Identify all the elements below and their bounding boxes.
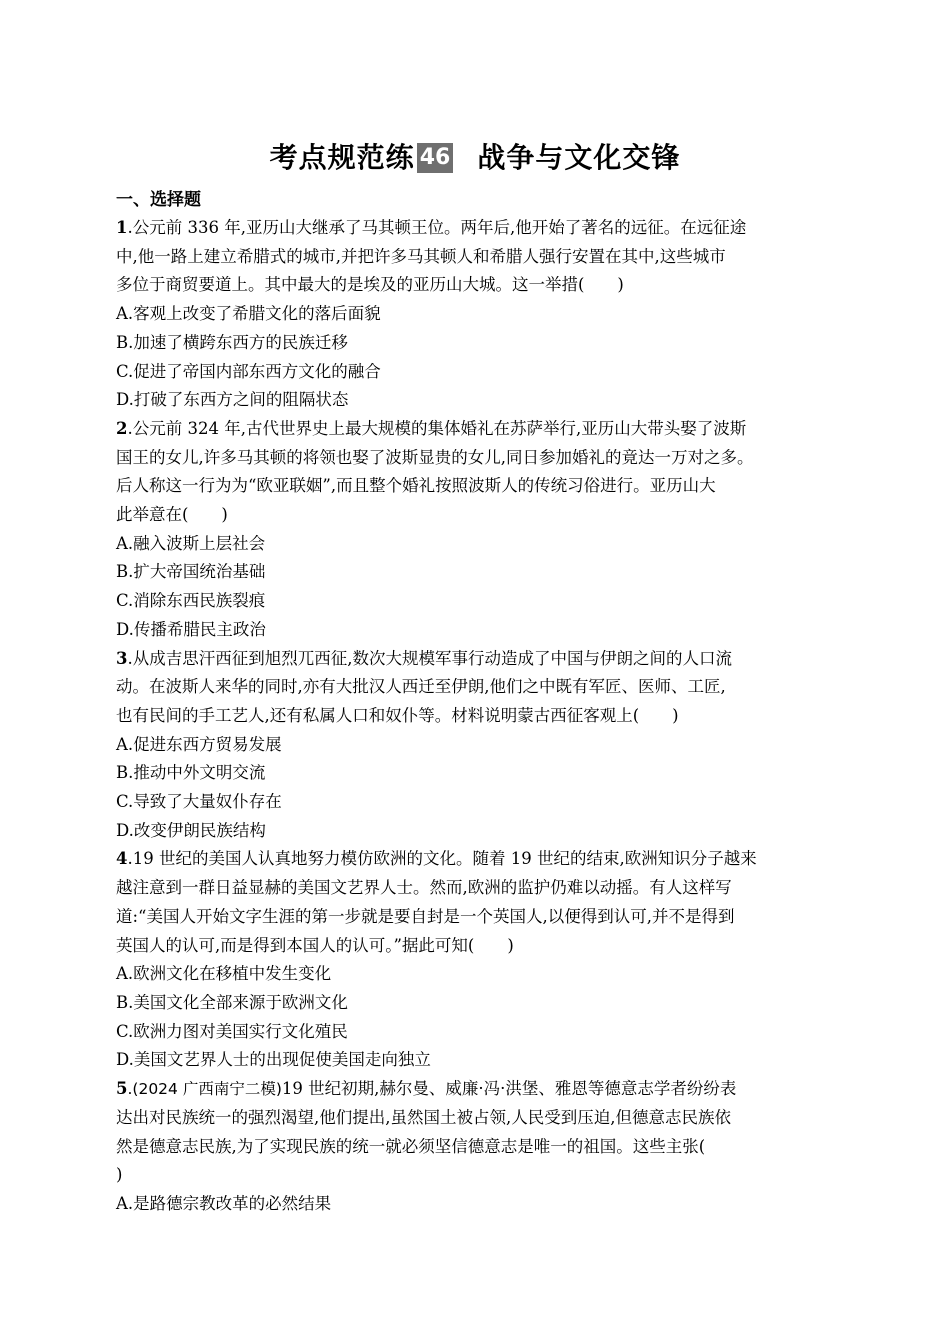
question-number: 1	[116, 218, 128, 237]
question-stem-line: 道:“美国人开始文字生涯的第一步就是要自封是一个英国人,以便得到认可,并不是得到	[116, 906, 735, 926]
question-stem-line: 4.19 世纪的美国人认真地努力模仿欧洲的文化。随着 19 世纪的结束,欧洲知识分子越来	[116, 849, 757, 869]
question-stem-line: 英国人的认可,而是得到本国人的认可。”据此可知( )	[116, 935, 514, 955]
option-c[interactable]: C.促进了帝国内部东西方文化的融合	[116, 361, 381, 381]
question-3	[116, 645, 856, 846]
question-stem-line: 1.公元前 336 年,亚历山大继承了马其顿王位。两年后,他开始了著名的远征。在远征途	[116, 218, 747, 237]
question-2	[116, 415, 856, 645]
title-suffix: 战争与文化交锋	[477, 141, 681, 174]
question-stem-line: 5.(2024 广西南宁二模)19 世纪初期,赫尔曼、威廉·冯·洪堡、雅恩等德意志学者纷纷表	[116, 1079, 737, 1099]
question-stem-line: 2.公元前 324 年,古代世界史上最大规模的集体婚礼在苏萨举行,亚历山大带头娶了波斯	[116, 418, 747, 438]
question-stem-line: 然是德意志民族,为了实现民族的统一就必须坚信德意志是唯一的祖国。这些主张(	[116, 1136, 706, 1156]
option-a[interactable]: A.是路德宗教改革的必然结果	[116, 1193, 332, 1213]
question-stem-line: 多位于商贸要道上。其中最大的是埃及的亚历山大城。这一举措( )	[116, 275, 624, 295]
exercise-number-badge: 46	[417, 143, 454, 173]
question-stem-line: 动。在波斯人来华的同时,亦有大批汉人西迁至伊朗,他们之中既有军匠、医师、工匠,	[116, 677, 726, 697]
question-1	[116, 214, 856, 415]
question-number: 5	[116, 1079, 128, 1099]
option-d[interactable]: D.美国文艺界人士的出现促使美国走向独立	[116, 1050, 431, 1070]
question-stem-line: 达出对民族统一的强烈渴望,他们提出,虽然国土被占领,人民受到压迫,但德意志民族依	[116, 1107, 731, 1127]
question-stem-line: 中,他一路上建立希腊式的城市,并把许多马其顿人和希腊人强行安置在其中,这些城市	[116, 246, 726, 266]
question-stem-line: 国王的女儿,许多马其顿的将领也娶了波斯显贵的女儿,同日参加婚礼的竟达一万对之多。	[116, 447, 754, 467]
question-4	[116, 845, 856, 1075]
question-source: .(2024 广西南宁二模)	[127, 1080, 282, 1099]
option-d[interactable]: D.传播希腊民主政治	[116, 619, 266, 639]
question-stem-line: 3.从成吉思汗西征到旭烈兀西征,数次大规模军事行动造成了中国与伊朗之间的人口流	[116, 648, 732, 668]
question-stem-line: 后人称这一行为为“欧亚联姻”,而且整个婚礼按照波斯人的传统习俗进行。亚历山大	[116, 476, 716, 496]
option-b[interactable]: B.美国文化全部来源于欧洲文化	[116, 992, 348, 1012]
option-b[interactable]: B.推动中外文明交流	[116, 763, 266, 783]
option-b[interactable]: B.加速了横跨东西方的民族迁移	[116, 332, 348, 352]
question-number: 2	[116, 418, 128, 438]
option-a[interactable]: A.融入波斯上层社会	[116, 533, 266, 553]
option-c[interactable]: C.欧洲力图对美国实行文化殖民	[116, 1021, 348, 1041]
question-5	[116, 1075, 856, 1219]
question-stem-line: 此举意在( )	[116, 505, 228, 525]
title-prefix: 考点规范练	[269, 141, 415, 174]
option-c[interactable]: C.导致了大量奴仆存在	[116, 792, 282, 812]
option-a[interactable]: A.客观上改变了希腊文化的落后面貌	[116, 304, 381, 324]
option-a[interactable]: A.欧洲文化在移植中发生变化	[116, 964, 332, 984]
option-a[interactable]: A.促进东西方贸易发展	[116, 734, 282, 754]
question-stem-line: 也有民间的手工艺人,还有私属人口和奴仆等。材料说明蒙古西征客观上( )	[116, 705, 679, 725]
option-b[interactable]: B.扩大帝国统治基础	[116, 562, 266, 582]
question-number: 4	[116, 849, 128, 869]
option-d[interactable]: D.打破了东西方之间的阻隔状态	[116, 390, 349, 410]
question-list	[116, 186, 856, 1219]
option-d[interactable]: D.改变伊朗民族结构	[116, 820, 266, 840]
question-stem-line: 越注意到一群日益显赫的美国文艺界人士。然而,欧洲的监护仍难以动摇。有人这样写	[116, 878, 732, 898]
section-heading: 一、选择题	[116, 190, 201, 210]
page-title	[0, 138, 950, 178]
question-number: 3	[116, 648, 128, 668]
option-c[interactable]: C.消除东西民族裂痕	[116, 591, 266, 611]
question-stem-line: )	[116, 1165, 123, 1185]
